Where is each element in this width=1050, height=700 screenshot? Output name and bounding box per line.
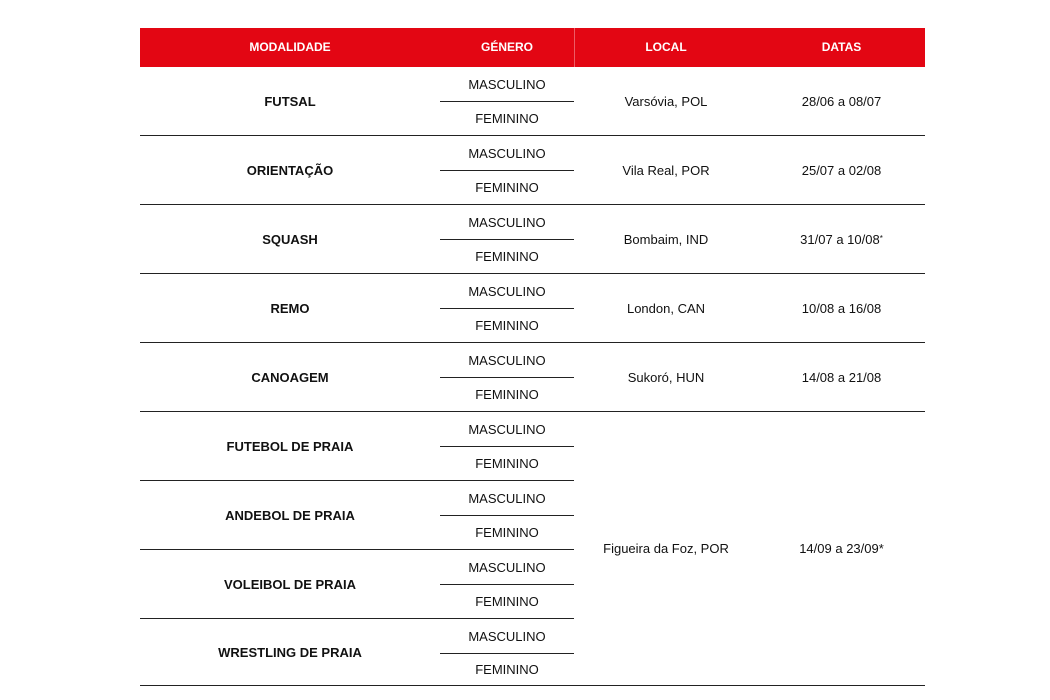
table-row xyxy=(140,67,925,136)
gender-feminino: FEMININO xyxy=(475,386,539,402)
modalidade-cell: REMO xyxy=(270,300,310,316)
gender-masculino: MASCULINO xyxy=(468,490,546,506)
header-genero: GÉNERO xyxy=(480,40,533,54)
datas-cell xyxy=(758,274,925,342)
datas-cell: 31/07 a 10/08 * xyxy=(800,231,883,247)
gender-feminino: FEMININO xyxy=(475,661,539,677)
modalidade-cell: ORIENTAÇÃO xyxy=(246,162,334,178)
gender-masculino: MASCULINO xyxy=(468,628,546,644)
gender-masculino: MASCULINO xyxy=(468,559,546,575)
local-cell: Varsóvia, POL xyxy=(624,93,708,109)
datas-cell xyxy=(758,67,925,135)
header-datas: DATAS xyxy=(821,40,862,54)
gender-masculino: MASCULINO xyxy=(468,283,546,299)
header-local: LOCAL xyxy=(645,40,687,54)
table-bottom-border xyxy=(140,685,925,686)
modalidade-cell: SQUASH xyxy=(262,231,318,247)
datas-text: 25/07 a 02/08 xyxy=(801,162,882,178)
table-row xyxy=(140,343,925,412)
gender-feminino: FEMININO xyxy=(475,524,539,540)
local-cell-merged: Figueira da Foz, POR xyxy=(603,541,729,556)
gender-feminino: FEMININO xyxy=(475,317,539,333)
modalidade-cell: VOLEIBOL DE PRAIA xyxy=(224,576,356,592)
gender-masculino: MASCULINO xyxy=(468,145,546,161)
table-row xyxy=(140,136,925,205)
local-cell: Sukoró, HUN xyxy=(627,369,705,385)
datas-cell xyxy=(758,343,925,411)
modalidade-cell: FUTSAL xyxy=(264,93,316,109)
modalidade-cell: FUTEBOL DE PRAIA xyxy=(226,438,354,454)
header-modalidade: MODALIDADE xyxy=(249,40,331,54)
local-cell: Bombaim, IND xyxy=(623,231,709,247)
gender-masculino: MASCULINO xyxy=(468,421,546,437)
modalidade-cell: CANOAGEM xyxy=(251,369,329,385)
datas-cell-merged: 14/09 a 23/09* xyxy=(799,541,884,556)
local-cell: Vila Real, POR xyxy=(622,162,710,178)
gender-masculino: MASCULINO xyxy=(468,76,546,92)
datas-text: 28/06 a 08/07 xyxy=(801,93,882,109)
local-cell: London, CAN xyxy=(626,300,706,316)
datas-text: 31/07 a 10/08 xyxy=(800,231,880,247)
gender-masculino: MASCULINO xyxy=(468,352,546,368)
gender-feminino: FEMININO xyxy=(475,593,539,609)
datas-text: 14/08 a 21/08 xyxy=(801,369,882,385)
gender-masculino: MASCULINO xyxy=(468,214,546,230)
datas-cell xyxy=(758,136,925,204)
gender-feminino: FEMININO xyxy=(475,110,539,126)
table-row xyxy=(140,274,925,343)
gender-feminino: FEMININO xyxy=(475,248,539,264)
merged-beach-block xyxy=(140,412,925,685)
gender-feminino: FEMININO xyxy=(475,179,539,195)
table-header xyxy=(140,28,925,67)
modalidade-cell: ANDEBOL DE PRAIA xyxy=(225,507,355,523)
gender-feminino: FEMININO xyxy=(475,455,539,471)
modalidade-cell: WRESTLING DE PRAIA xyxy=(218,644,362,660)
table-row xyxy=(140,205,925,274)
datas-text: 10/08 a 16/08 xyxy=(801,300,882,316)
